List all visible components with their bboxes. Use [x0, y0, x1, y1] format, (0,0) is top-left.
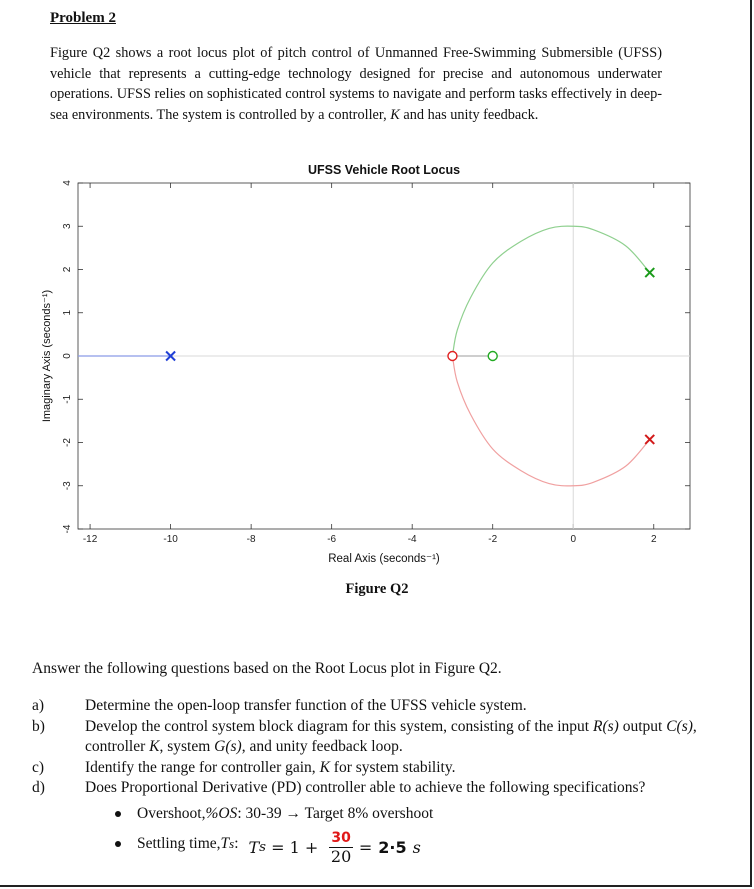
- y-tick-label: 1: [62, 309, 73, 316]
- x-tick-label: 0: [570, 534, 577, 545]
- problem-intro: [50, 43, 662, 125]
- root-locus-chart: [38, 158, 694, 578]
- x-tick-label: -8: [246, 534, 256, 545]
- settling-time-formula: T s = 1 + $\frac{30}{20}$ = 2·5 s: [248, 830, 421, 866]
- bullet-icon: [115, 811, 121, 817]
- x-tick-label: -4: [407, 534, 417, 545]
- spec-label: Overshoot,: [137, 805, 206, 822]
- specifications-list: [115, 802, 434, 866]
- question-text: Determine the open-loop transfer function of the UFSS vehicle system.: [85, 697, 527, 714]
- y-tick-label: 3: [62, 223, 73, 230]
- zero-marker: [488, 352, 497, 361]
- y-tick-label: -3: [62, 481, 73, 491]
- question-c: [32, 758, 752, 779]
- x-tick-label: -6: [327, 534, 337, 545]
- y-tick-label: -2: [62, 438, 73, 447]
- spec-label: Settling time,: [137, 834, 221, 852]
- intro-text-2: and has unity feedback.: [399, 106, 539, 123]
- question-letter: c): [32, 758, 45, 776]
- x-axis-label: Real Axis (seconds⁻¹): [328, 553, 440, 565]
- x-tick-label: -12: [82, 534, 98, 545]
- chart-title: UFSS Vehicle Root Locus: [307, 163, 461, 177]
- question-text: Does Proportional Derivative (PD) controller able to achieve the following specifications?: [85, 779, 646, 796]
- y-tick-label: -4: [62, 524, 73, 534]
- formula-fraction: $\frac{30}{20}$: [330, 830, 352, 866]
- formula-result: 2·5: [378, 837, 407, 857]
- spec-settling-time: Settling time, T s : T s = 1 + $\frac{30}{20}$ = 2·5 s: [115, 826, 433, 861]
- question-letter: a): [32, 697, 45, 714]
- question-text: Develop the control system block diagram for this system, consisting of the input R(s) output C(s), controller K, system G(s), and unity feedback loop.: [85, 717, 697, 755]
- y-tick-label: -1: [62, 394, 73, 404]
- question-letter: b): [32, 717, 45, 735]
- questions-list: [32, 696, 752, 799]
- questions-prompt: Answer the following questions based on the Root Locus plot in Figure Q2.: [32, 660, 502, 677]
- y-tick-label: 2: [62, 266, 73, 273]
- x-tick-label: -2: [488, 534, 498, 545]
- spec-symbol: %OS: [205, 805, 238, 822]
- y-tick-label: 4: [62, 180, 73, 186]
- problem-heading: Problem 2: [50, 10, 116, 26]
- intro-text-1: Figure Q2 shows a root locus plot of pitch control of Unmanned Free-Swimming Submersible (UFSS) vehicle that represents a cutting-edge technology designed for precise and autonomous underwater operations. UFSS relies on sophisticated control systems to navigate and perform tasks effectively in deep-sea environments. The system is controlled by a controller,: [50, 45, 662, 123]
- bullet-icon: [115, 841, 121, 847]
- spec-value: : 30-39 → Target 8% overshoot: [237, 805, 434, 822]
- spec-overshoot: [115, 802, 433, 826]
- question-a: [32, 696, 752, 717]
- y-tick-label: 0: [62, 353, 73, 359]
- question-b: [32, 717, 752, 758]
- y-axis-label: Imaginary Axis (seconds⁻¹): [41, 289, 53, 423]
- question-letter: d): [32, 779, 45, 796]
- question-d: [32, 778, 752, 799]
- intro-k-symbol: K: [390, 106, 400, 123]
- zero-marker: [448, 352, 457, 361]
- spec-symbol: T: [220, 834, 230, 852]
- x-tick-label: -10: [163, 534, 178, 545]
- question-text: Identify the range for controller gain, K for system stability.: [85, 758, 456, 776]
- figure-caption: Figure Q2: [345, 581, 409, 597]
- x-tick-label: 2: [650, 534, 657, 545]
